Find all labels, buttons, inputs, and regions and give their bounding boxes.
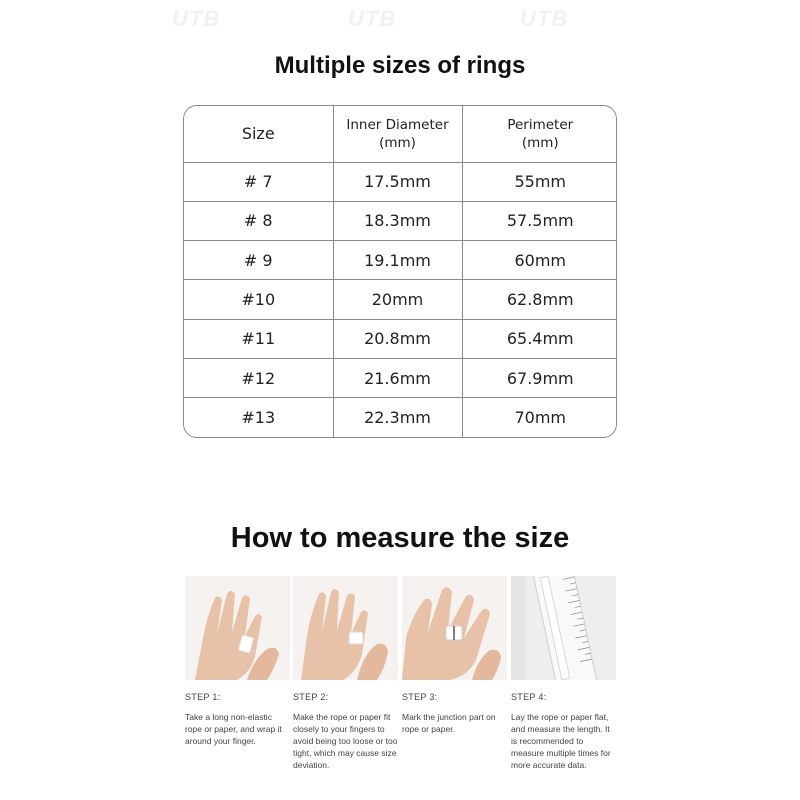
table-row	[184, 358, 617, 397]
size-cell: #11	[184, 319, 333, 358]
inner-diameter-cell: 21.6mm	[333, 358, 462, 397]
perimeter-cell: 70mm	[462, 398, 617, 437]
header-perimeter-unit: (mm)	[521, 134, 559, 151]
header-perimeter-label: Perimeter	[507, 116, 574, 133]
inner-diameter-cell: 17.5mm	[333, 162, 462, 201]
table-row	[184, 162, 617, 201]
watermark-logo: UTB	[348, 6, 397, 31]
inner-diameter-cell: 20mm	[333, 280, 462, 319]
step-2-label: STEP 2:	[293, 692, 329, 702]
step-2-photo	[293, 576, 398, 680]
header-inner-diameter-label: Inner Diameter	[346, 116, 449, 133]
size-cell: # 9	[184, 241, 333, 280]
inner-diameter-cell: 19.1mm	[333, 241, 462, 280]
measure-title: How to measure the size	[230, 522, 570, 554]
watermark-logo: UTB	[520, 6, 569, 31]
table-row	[184, 398, 617, 437]
perimeter-cell: 60mm	[462, 241, 617, 280]
step-4-text: Lay the rope or paper flat, and measure the length. It is recommended to measure multiple times for more accurate data.	[511, 712, 611, 770]
header-inner-diameter-unit: (mm)	[379, 134, 416, 151]
table-row	[184, 201, 617, 240]
inner-diameter-cell: 20.8mm	[333, 319, 462, 358]
perimeter-cell: 62.8mm	[462, 280, 617, 319]
size-cell: #13	[184, 398, 333, 437]
header-size: Size	[184, 106, 333, 162]
size-cell: #12	[184, 358, 333, 397]
inner-diameter-cell: 22.3mm	[333, 398, 462, 437]
step-1-photo	[185, 576, 290, 680]
perimeter-cell: 65.4mm	[462, 319, 617, 358]
table-row	[184, 319, 617, 358]
step-3-text: Mark the junction part on rope or paper.	[402, 712, 496, 734]
step-4-photo	[511, 576, 616, 680]
step-2	[293, 576, 398, 771]
step-3-label: STEP 3:	[402, 692, 438, 702]
size-table-title: Multiple sizes of rings	[274, 52, 526, 79]
size-table	[183, 105, 617, 438]
header-perimeter	[462, 106, 617, 162]
step-4	[511, 576, 616, 771]
step-2-text: Make the rope or paper fit closely to your fingers to avoid being too loose or too tight, which may cause size deviation.	[293, 712, 398, 770]
table-header-row	[184, 106, 617, 162]
size-cell: # 7	[184, 162, 333, 201]
step-1-text: Take a long non-elastic rope or paper, and wrap it around your finger.	[185, 712, 282, 746]
step-3	[402, 576, 507, 735]
perimeter-cell: 55mm	[462, 162, 617, 201]
step-1	[185, 576, 290, 747]
size-cell: # 8	[184, 201, 333, 240]
step-1-label: STEP 1:	[185, 692, 221, 702]
watermark-logo: UTB	[172, 6, 221, 31]
step-4-label: STEP 4:	[511, 692, 547, 702]
size-cell: #10	[184, 280, 333, 319]
step-3-photo	[402, 576, 507, 680]
header-inner-diameter	[333, 106, 462, 162]
perimeter-cell: 57.5mm	[462, 201, 617, 240]
inner-diameter-cell: 18.3mm	[333, 201, 462, 240]
table-row	[184, 280, 617, 319]
perimeter-cell: 67.9mm	[462, 358, 617, 397]
table-row	[184, 241, 617, 280]
